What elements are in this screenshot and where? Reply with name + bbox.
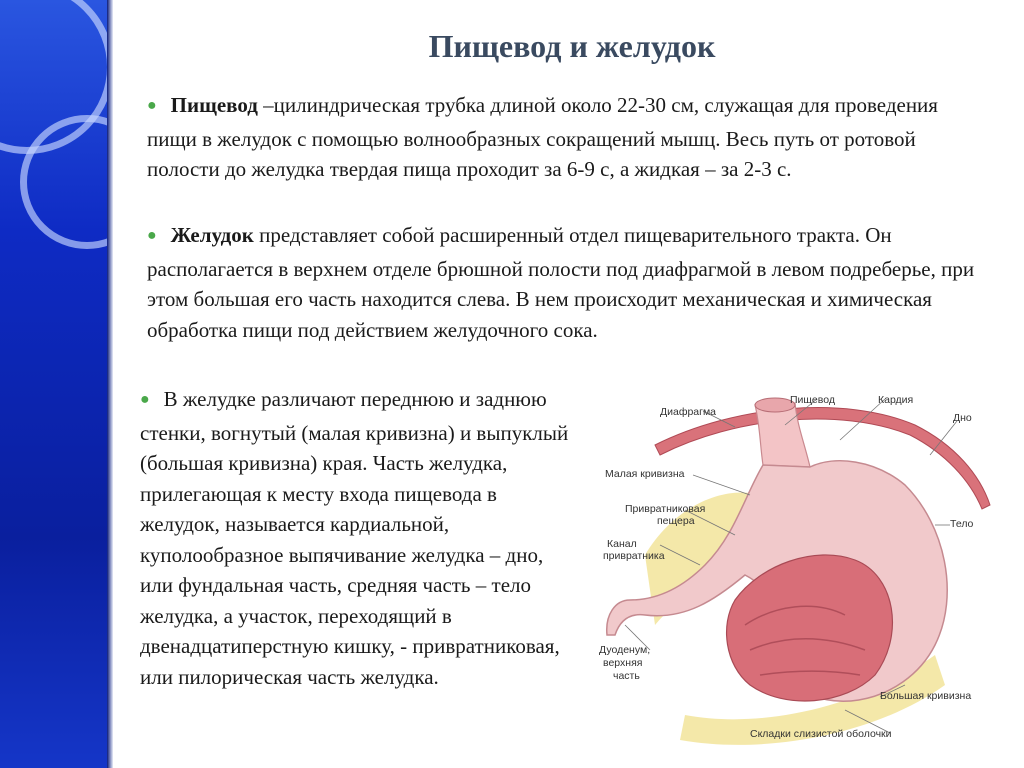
- label-dno: Дно: [953, 412, 972, 424]
- label-malaya-krivizna: Малая кривизна: [605, 468, 685, 480]
- stomach-anatomy-illustration: [585, 385, 1005, 760]
- label-duoden-2: верхняя: [603, 657, 643, 669]
- bullet-term: Желудок: [170, 223, 254, 247]
- slide-title: Пищевод и желудок: [428, 28, 716, 64]
- bullet-marker: ●: [147, 97, 157, 114]
- bullet-text: В желудке различают переднюю и заднюю стенки, вогнутый (малая кривизна) и выпуклый (большая кривизна) края. Часть желудка, прилегающая к месту входа пищевода в желудок, называется кардиальной, куполообразное выпячивание желудка – дно, или фундальная часть, средняя часть – тело желудка, а участок, переходящий в двенадцатиперстную кишку, - привратниковая, или пилорическая часть желудка.: [140, 387, 569, 689]
- label-kardiya: Кардия: [878, 394, 914, 406]
- label-kanal-1: Канал: [607, 538, 637, 550]
- label-bolshaya-krivizna: Большая кривизна: [880, 690, 972, 702]
- sidebar-decoration: [0, 0, 113, 768]
- label-skladki: Складки слизистой оболочки: [750, 728, 892, 740]
- label-diafragma: Диафрагма: [660, 406, 717, 418]
- bullet-marker: ●: [140, 391, 150, 408]
- bullet-stomach-parts: [140, 384, 580, 692]
- label-kanal-2: привратника: [603, 550, 665, 562]
- label-pishchevod: Пищевод: [790, 394, 835, 406]
- bullet-marker: ●: [147, 227, 157, 244]
- bullet-text: –цилиндрическая трубка длиной около 22-30 см, служащая для проведения пищи в желудок с помощью волнообразных сокращений мышц. Весь путь от ротовой полости до желудка твердая пища проходит за 6-9 с, а жидкая – за 2-3 с.: [147, 93, 938, 181]
- label-peshchera-2: пещера: [657, 515, 695, 527]
- bullet-term: Пищевод: [170, 93, 258, 117]
- bullet-text: представляет собой расширенный отдел пищеварительного тракта. Он располагается в верхнем отделе брюшной полости под диафрагмой в левом подреберье, при этом большая его часть находится слева. В нем происходит механическая и химическая обработка пищи под действием желудочного сока.: [147, 223, 975, 342]
- label-duoden-1: Дуоденум,: [599, 644, 651, 656]
- label-duoden-3: часть: [613, 670, 640, 682]
- bullet-stomach: [147, 220, 992, 345]
- label-peshchera-1: Привратниковая: [625, 503, 706, 515]
- bullet-esophagus: [147, 90, 992, 185]
- label-telo: Тело: [950, 518, 974, 530]
